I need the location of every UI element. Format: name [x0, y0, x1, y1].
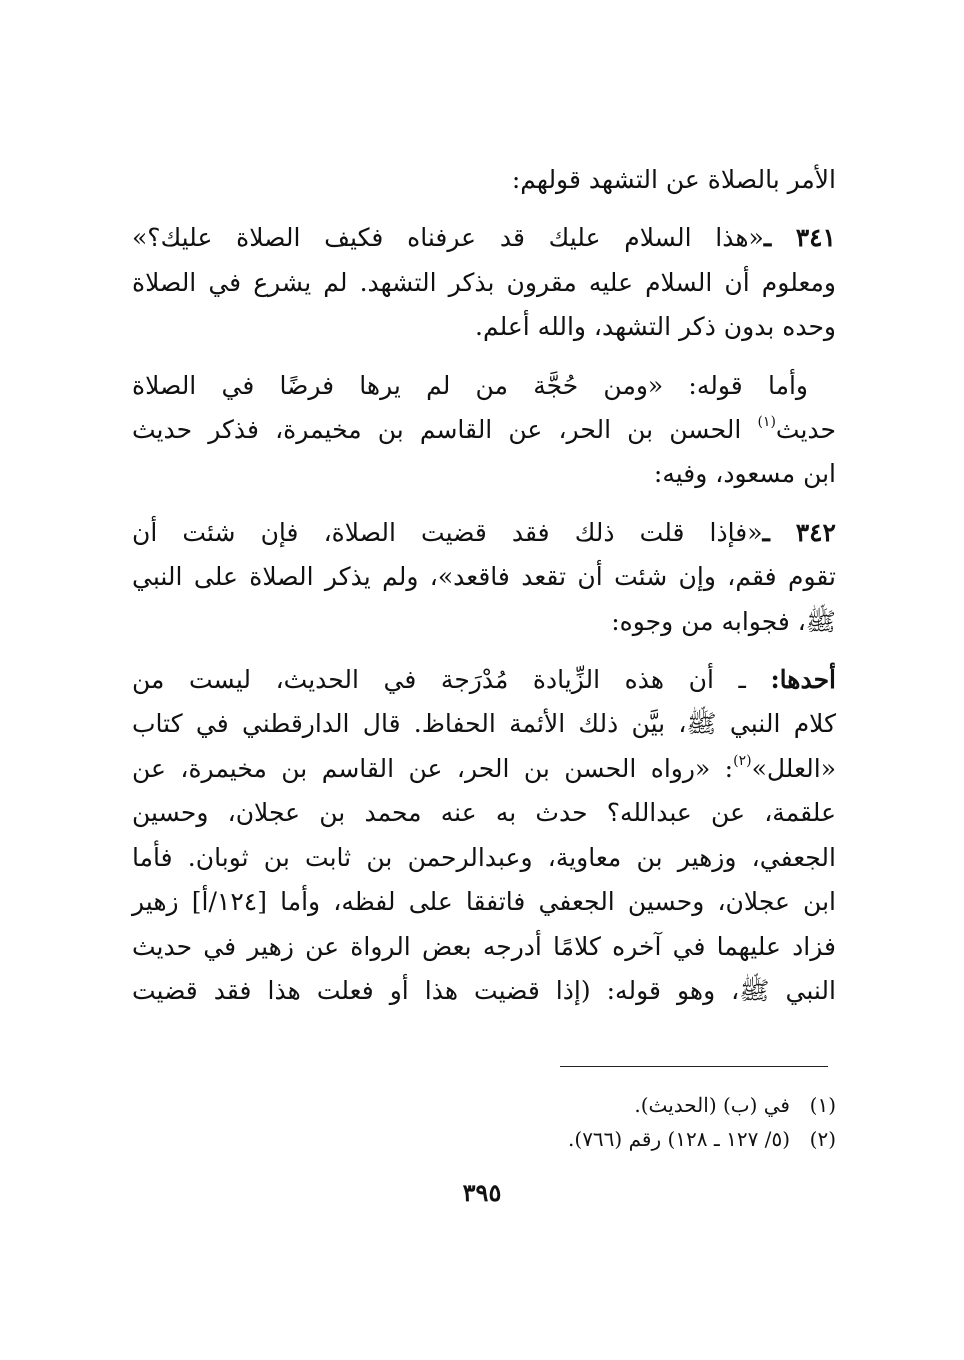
text-segment: «العلل»	[751, 753, 836, 783]
text-line: فزاد عليهما في آخره كلامًا أدرجه بعض الرواة عن زهير في حديث	[132, 931, 836, 961]
text-segment: ـ أن هذه الزِّيادة مُدْرَجة في الحديث، ليست من	[132, 665, 771, 695]
main-text	[132, 158, 836, 1027]
text-segment: : «رواه الحسن بن الحر، عن القاسم بن مخيمرة، عن	[132, 753, 734, 783]
text-line	[132, 408, 836, 452]
footnote-number: (٢)	[809, 1127, 836, 1151]
text-line: كلام النبي ﷺ، بيَّن ذلك الأئمة الحفاظ. قال الدارقطني في كتاب	[132, 709, 836, 739]
paragraph-5	[132, 658, 836, 1013]
text-line: ابن مسعود، وفيه:	[653, 459, 836, 489]
text-line: تقوم فقم، وإن شئت أن تقعد فاقعد»، ولم يذكر الصلاة على النبي	[132, 562, 836, 592]
text-line: علقمة، عن عبدالله؟ حدث به عنه محمد بن عجلان، وحسين	[132, 798, 836, 828]
footnote-1	[132, 1088, 836, 1122]
paragraph-342	[132, 511, 836, 644]
text-line	[132, 747, 836, 791]
footnote-ref-1[interactable]: (١)	[757, 414, 776, 431]
text-line	[132, 658, 836, 702]
footnote-ref-2[interactable]: (٢)	[733, 752, 752, 769]
footnotes	[132, 1088, 836, 1156]
hadith-number: ٣٤١ ـ	[763, 223, 836, 253]
paragraph-1	[132, 158, 836, 202]
text-line	[132, 216, 836, 260]
text-line: الأمر بالصلاة عن التشهد قولهم:	[511, 165, 836, 194]
text-line: وحده بدون ذكر التشهد، والله أعلم.	[475, 312, 836, 342]
footnote-number: (١)	[809, 1093, 836, 1117]
text-line: الجعفي، وزهير بن معاوية، وعبدالرحمن بن ثابت بن ثوبان. فأما	[132, 842, 836, 872]
page-number: ٣٩٥	[462, 1178, 502, 1207]
paragraph-341	[132, 216, 836, 349]
text-segment: حديث	[775, 415, 836, 445]
footnote-divider	[560, 1066, 828, 1067]
text-segment: الحسن بن الحر، عن القاسم بن مخيمرة، فذكر حديث	[132, 415, 758, 445]
quote-text: «هذا السلام عليك قد عرفناه فكيف الصلاة عليك؟»	[132, 223, 764, 253]
section-lead: أحدها:	[770, 665, 836, 695]
text-line: ﷺ، فجوابه من وجوه:	[611, 606, 836, 636]
text-line	[132, 364, 836, 408]
footnote-text: في (ب) (الحديث).	[634, 1093, 790, 1117]
text-line: النبي ﷺ، وهو قوله: (إذا قضيت هذا أو فعلت هذا فقد قضيت	[132, 975, 836, 1005]
hadith-number: ٣٤٢ ـ	[762, 517, 836, 547]
quote-text: «فإذا قلت ذلك فقد قضيت الصلاة، فإن شئت أن	[132, 517, 763, 547]
paragraph-3	[132, 364, 836, 497]
footnote-text: (٥/ ١٢٧ ـ ١٢٨) رقم (٧٦٦).	[568, 1127, 790, 1151]
text-line: ابن عجلان، وحسين الجعفي فاتفقا على لفظه، وأما [١٢٤/أ] زهير	[132, 887, 836, 917]
text-line: ومعلوم أن السلام عليه مقرون بذكر التشهد. لم يشرع في الصلاة	[132, 267, 836, 297]
footnote-2	[132, 1122, 836, 1156]
text-segment: وأما قوله: «ومن حُجَّة من لم يرها فرضًا في الصلاة	[132, 370, 808, 400]
text-line	[132, 511, 836, 555]
